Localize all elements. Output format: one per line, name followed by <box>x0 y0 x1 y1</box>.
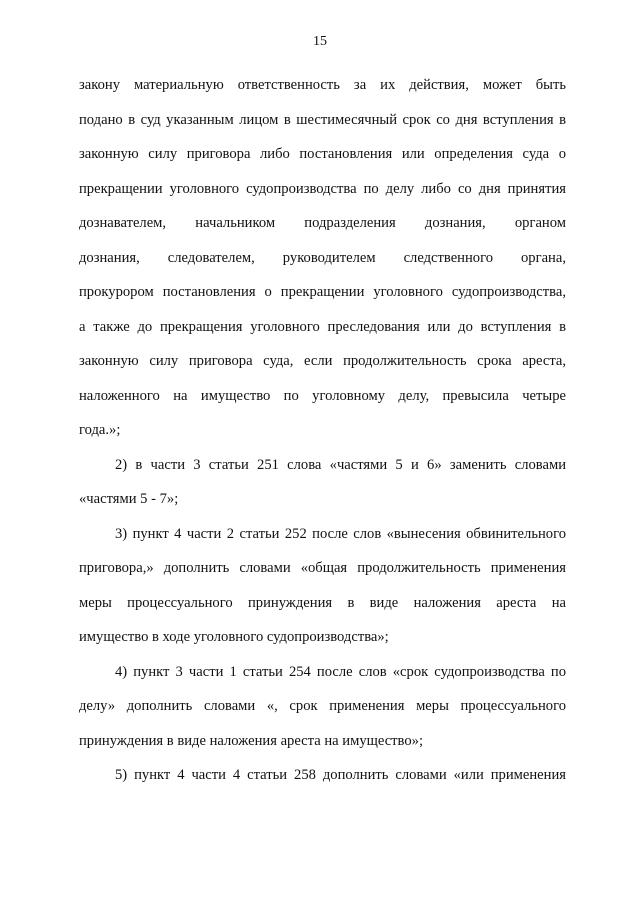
text-line: подано в суд указанным лицом в шестимесячный срок со дня вступления в <box>79 111 566 128</box>
text-line: делу» дополнить словами «, срок применения меры процессуального <box>79 698 566 714</box>
page-number: 15 <box>313 34 327 49</box>
text-line: наложенного на имущество по уголовному делу, превысила четыре <box>79 387 566 404</box>
text-line: дознавателем, начальником подразделения дознания, органом <box>79 215 566 231</box>
text-line: года.»; <box>79 422 121 438</box>
text-line: 5) пункт 4 части 4 статьи 258 дополнить словами «или применения <box>115 767 566 783</box>
text-line: меры процессуального принуждения в виде наложения ареста на <box>79 594 566 611</box>
text-line: закону материальную ответственность за их действия, может быть <box>79 77 566 93</box>
text-line: 4) пункт 3 части 1 статьи 254 после слов «срок судопроизводства по <box>115 663 566 680</box>
text-line: прокурором постановления о прекращении уголовного судопроизводства, <box>79 284 566 300</box>
text-line: имущество в ходе уголовного судопроизводства»; <box>79 629 389 645</box>
text-line: принуждения в виде наложения ареста на имущество»; <box>79 732 423 749</box>
text-line: законную силу приговора суда, если продолжительность срока ареста, <box>79 353 566 369</box>
text-line: дознания, следователем, руководителем следственного органа, <box>79 249 566 266</box>
text-line: а также до прекращения уголовного преследования или до вступления в <box>79 318 566 335</box>
text-line: 3) пункт 4 части 2 статьи 252 после слов «вынесения обвинительного <box>115 525 566 542</box>
text-line: законную силу приговора либо постановления или определения суда о <box>79 146 566 162</box>
text-line: прекращении уголовного судопроизводства по делу либо со дня принятия <box>79 180 566 197</box>
document-body <box>79 68 566 793</box>
text-line: приговора,» дополнить словами «общая продолжительность применения <box>79 560 566 576</box>
text-line: «частями 5 - 7»; <box>79 491 179 507</box>
text-line: 2) в части 3 статьи 251 слова «частями 5 и 6» заменить словами <box>115 456 566 473</box>
